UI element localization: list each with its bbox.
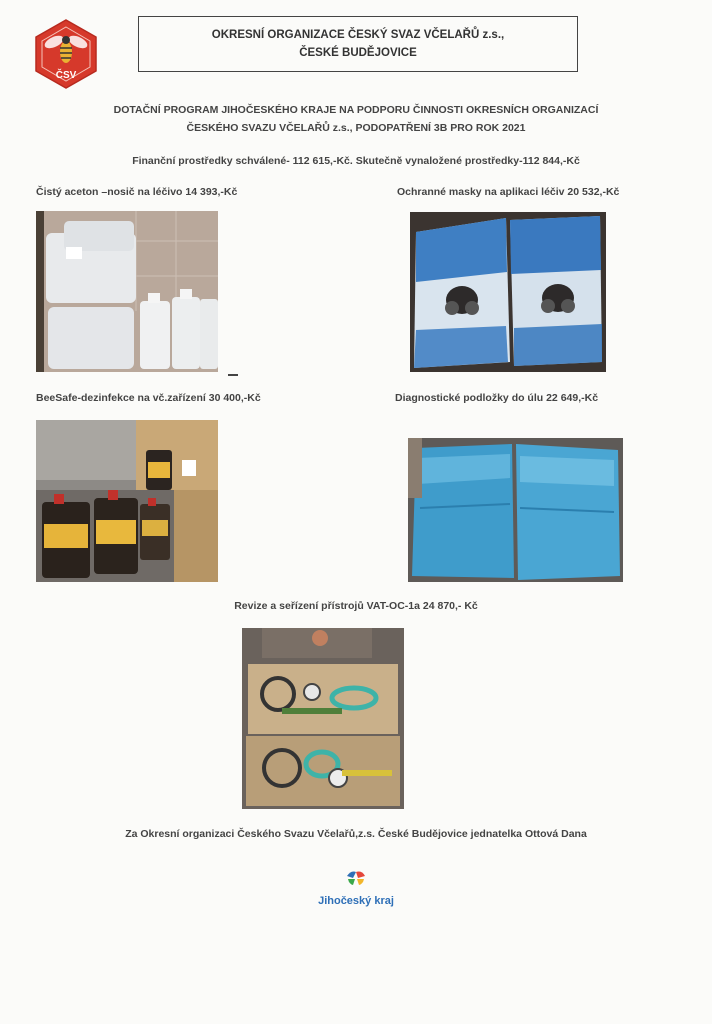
dash-mark xyxy=(228,374,238,376)
caption-podlozky: Diagnostické podložky do úlu 22 649,-Kč xyxy=(395,392,599,404)
photo-diagnosticke-podlozky xyxy=(408,438,623,582)
program-title-line1: DOTAČNÍ PROGRAM JIHOČESKÉHO KRAJE NA PODPORU ČINNOSTI OKRESNÍCH ORGANIZACÍ xyxy=(113,104,599,116)
caption-beesafe: BeeSafe-dezinfekce na vč.zařízení 30 400,-Kč xyxy=(36,392,261,404)
program-title-line2: ČESKÉHO SVAZU VČELAŘŮ z.s., PODOPATŘENÍ 3B PRO ROK 2021 xyxy=(186,122,526,134)
finance-summary: Finanční prostředky schválené- 112 615,-Kč. Skutečně vynaložené prostředky-112 844,-Kč xyxy=(132,155,580,167)
jihocesky-kraj-text: Jihočeský kraj xyxy=(318,895,394,907)
photo-aceton-canisters xyxy=(36,211,218,372)
photo-beesafe-dezinfekce xyxy=(36,420,218,582)
csv-logo xyxy=(30,18,102,90)
header-box xyxy=(138,16,578,72)
jihocesky-kraj-logo xyxy=(0,868,712,907)
photo-ochranne-masky xyxy=(410,212,606,372)
photo-revize-pristroju xyxy=(242,628,404,809)
org-name-line2: ČESKÉ BUDĚJOVICE xyxy=(299,47,417,59)
jihocesky-kraj-emblem-icon xyxy=(345,868,367,888)
caption-revize: Revize a seřízení přístrojů VAT-OC-1a 24 870,- Kč xyxy=(234,600,478,612)
logo-text: ČSV xyxy=(55,70,77,81)
org-name-line1: OKRESNÍ ORGANIZACE ČESKÝ SVAZ VČELAŘŮ z.s., xyxy=(211,29,505,41)
caption-masky: Ochranné masky na aplikaci léčiv 20 532,-Kč xyxy=(397,186,620,198)
signature-line: Za Okresní organizaci Českého Svazu Včelařů,z.s. České Budějovice jednatelka Ottová Dana xyxy=(125,828,587,840)
caption-aceton: Čistý aceton –nosič na léčivo 14 393,-Kč xyxy=(36,186,238,198)
